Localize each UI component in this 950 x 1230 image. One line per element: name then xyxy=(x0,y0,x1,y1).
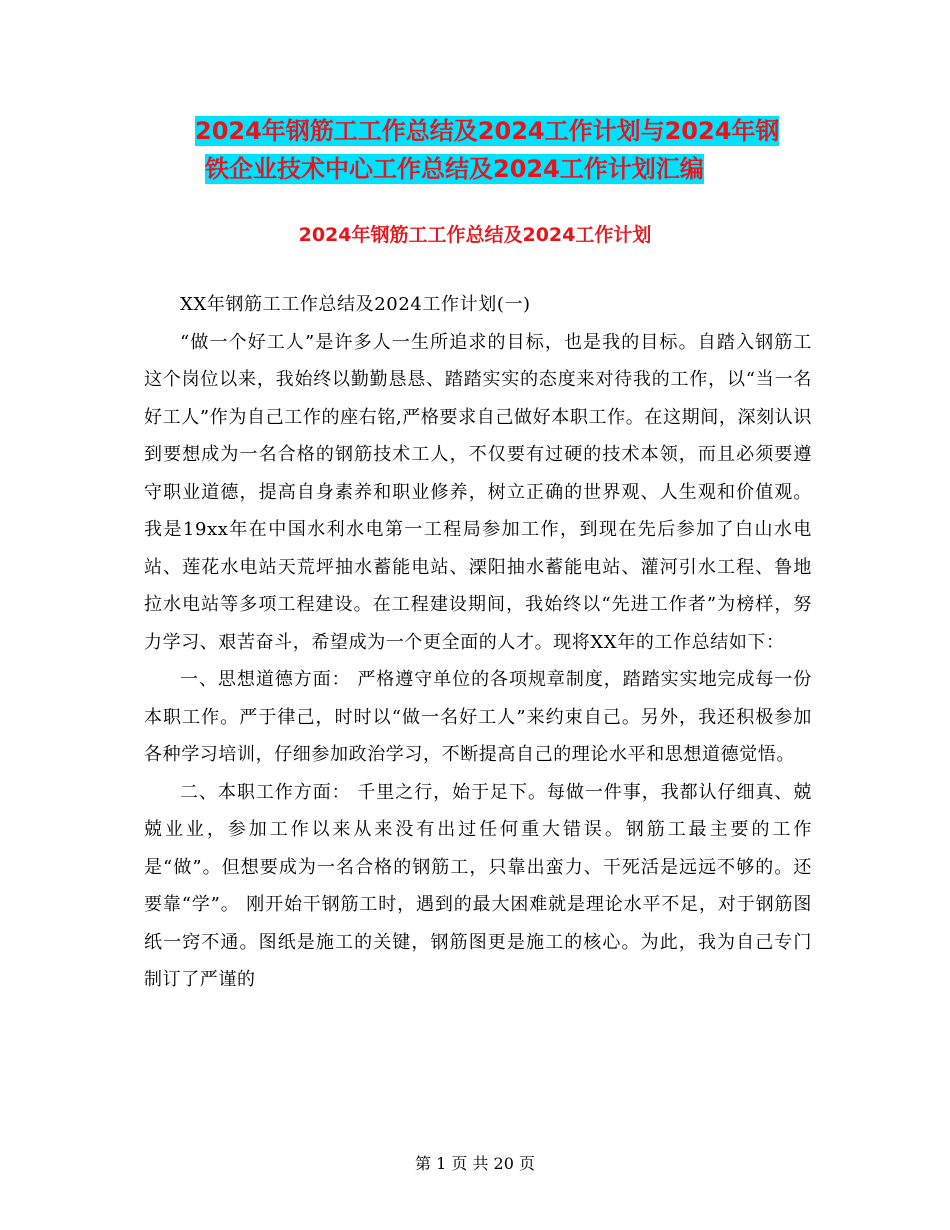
paragraph-moral: 一、思想道德方面： 严格遵守单位的各项规章制度，踏踏实实地完成每一份本职工作。严于律己，时时以“做一名好工人”来约束自己。另外，我还积极参加各种学习培训，仔细参加政治学习，不断提高自己的理论水平和思想道德觉悟。 xyxy=(144,669,812,765)
title-line-1-text: 2024年钢筋工工作总结及2024工作计划与2024年钢 xyxy=(195,117,780,145)
title-line-2-text: 铁企业技术中心工作总结及2024工作计划汇编 xyxy=(205,155,704,183)
paragraph-work: 二、本职工作方面： 千里之行，始于足下。每做一件事，我都认仔细真、兢兢业业，参加工作以来从来没有出过任何重大错误。钢筋工最主要的工作是“做”。但想要成为一名合格的钢筋工，只靠出蛮力、干死活是远远不够的。还要靠“学”。 刚开始干钢筋工时，遇到的最大困难就是理论水平不足，对于钢筋图纸一窍不通。图纸是施工的关键，钢筋图更是施工的核心。为此，我为自己专门制订了严谨的 xyxy=(144,781,812,990)
section-heading: 2024年钢筋工工作总结及2024工作计划 xyxy=(298,224,652,246)
document-title xyxy=(144,112,814,188)
title-line-1 xyxy=(144,112,814,150)
paragraph-intro: “做一个好工人”是许多人一生所追求的目标，也是我的目标。自踏入钢筋工这个岗位以来，我始终以勤勤恳恳、踏踏实实的态度来对待我的工作，以“当一名好工人”作为自己工作的座右铭,严格要求自己做好本职工作。在这期间，深刻认识到要想成为一名合格的钢筋技术工人，不仅要有过硬的技术本领，而且必须要遵守职业道德，提高自身素养和职业修养，树立正确的世界观、人生观和价值观。 我是19xx年在中国水利水电第一工程局参加工作，到现在先后参加了白山水电站、莲花水电站天荒坪抽水蓄能电站、溧阳抽水蓄能电站、灌河引水工程、鲁地拉水电站等多项工程建设。在工程建设期间，我始终以“先进工作者”为榜样，努力学习、艰苦奋斗，希望成为一个更全面的人才。现将XX年的工作总结如下： xyxy=(144,331,812,653)
body-text xyxy=(144,286,812,999)
paragraph-section-label: XX年钢筋工工作总结及2024工作计划(一) xyxy=(180,294,531,315)
title-line-2 xyxy=(144,150,814,188)
page-footer: 第 1 页 共 20 页 xyxy=(415,1154,535,1173)
